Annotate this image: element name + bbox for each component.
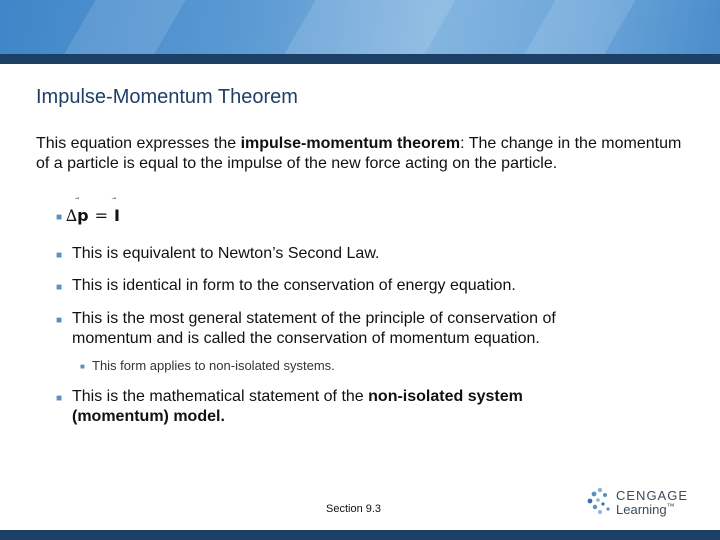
bullet-text: This is equivalent to Newton’s Second Law. [72,245,380,262]
bullet-item [56,387,612,427]
square-bullet-icon: ■ [80,362,85,371]
bullet-term: non-isolated system (momentum) model. [72,388,523,425]
banner-facet [524,0,635,54]
logo-sub-word: Learning [616,502,667,517]
intro-text-before: This equation expresses the [36,135,241,152]
bullet-item [56,276,672,296]
impulse-symbol: I [114,206,120,225]
bullet-item [56,244,672,264]
intro-term: impulse-momentum theorem [240,135,461,152]
banner-facet [64,0,185,54]
momentum-vector [77,206,88,225]
momentum-symbol: p [77,206,89,225]
publisher-logo [586,487,696,519]
top-banner [0,0,720,54]
bottom-stripe [0,530,720,540]
bullet-text: This is identical in form to the conservation of energy equation. [72,277,516,294]
slide-title: Impulse-Momentum Theorem [36,86,298,108]
section-footer: Section 9.3 [326,503,382,515]
logo-sub-text [616,502,675,517]
intro-text-after: : The change in the momentum of a particle is equal to the impulse of the new force acting on the particle. [36,135,682,172]
square-bullet-icon: ■ [56,282,63,293]
cengage-dots-icon [586,487,614,519]
square-bullet-icon: ■ [56,212,63,223]
banner-facet [284,0,455,54]
bullet-text: This is the most general statement of the principle of conservation of momentum and is called the conservation of momentum equation. [72,310,556,347]
square-bullet-icon: ■ [56,315,63,326]
logo-brand-text: CENGAGE [616,488,689,503]
intro-paragraph [36,134,686,174]
equals-sign: = [94,206,109,225]
square-bullet-icon: ■ [56,393,63,404]
sub-bullet-text: This form applies to non-isolated systems. [92,358,335,373]
delta-symbol: ∆ [66,206,78,225]
sub-bullet-item [80,358,652,374]
impulse-vector [114,206,120,225]
trademark-symbol: ™ [666,502,675,511]
bullet-item [56,309,632,349]
square-bullet-icon: ■ [56,250,63,261]
top-stripe [0,54,720,64]
impulse-momentum-equation [66,206,120,226]
bullet-text-before: This is the mathematical statement of the [72,388,369,405]
